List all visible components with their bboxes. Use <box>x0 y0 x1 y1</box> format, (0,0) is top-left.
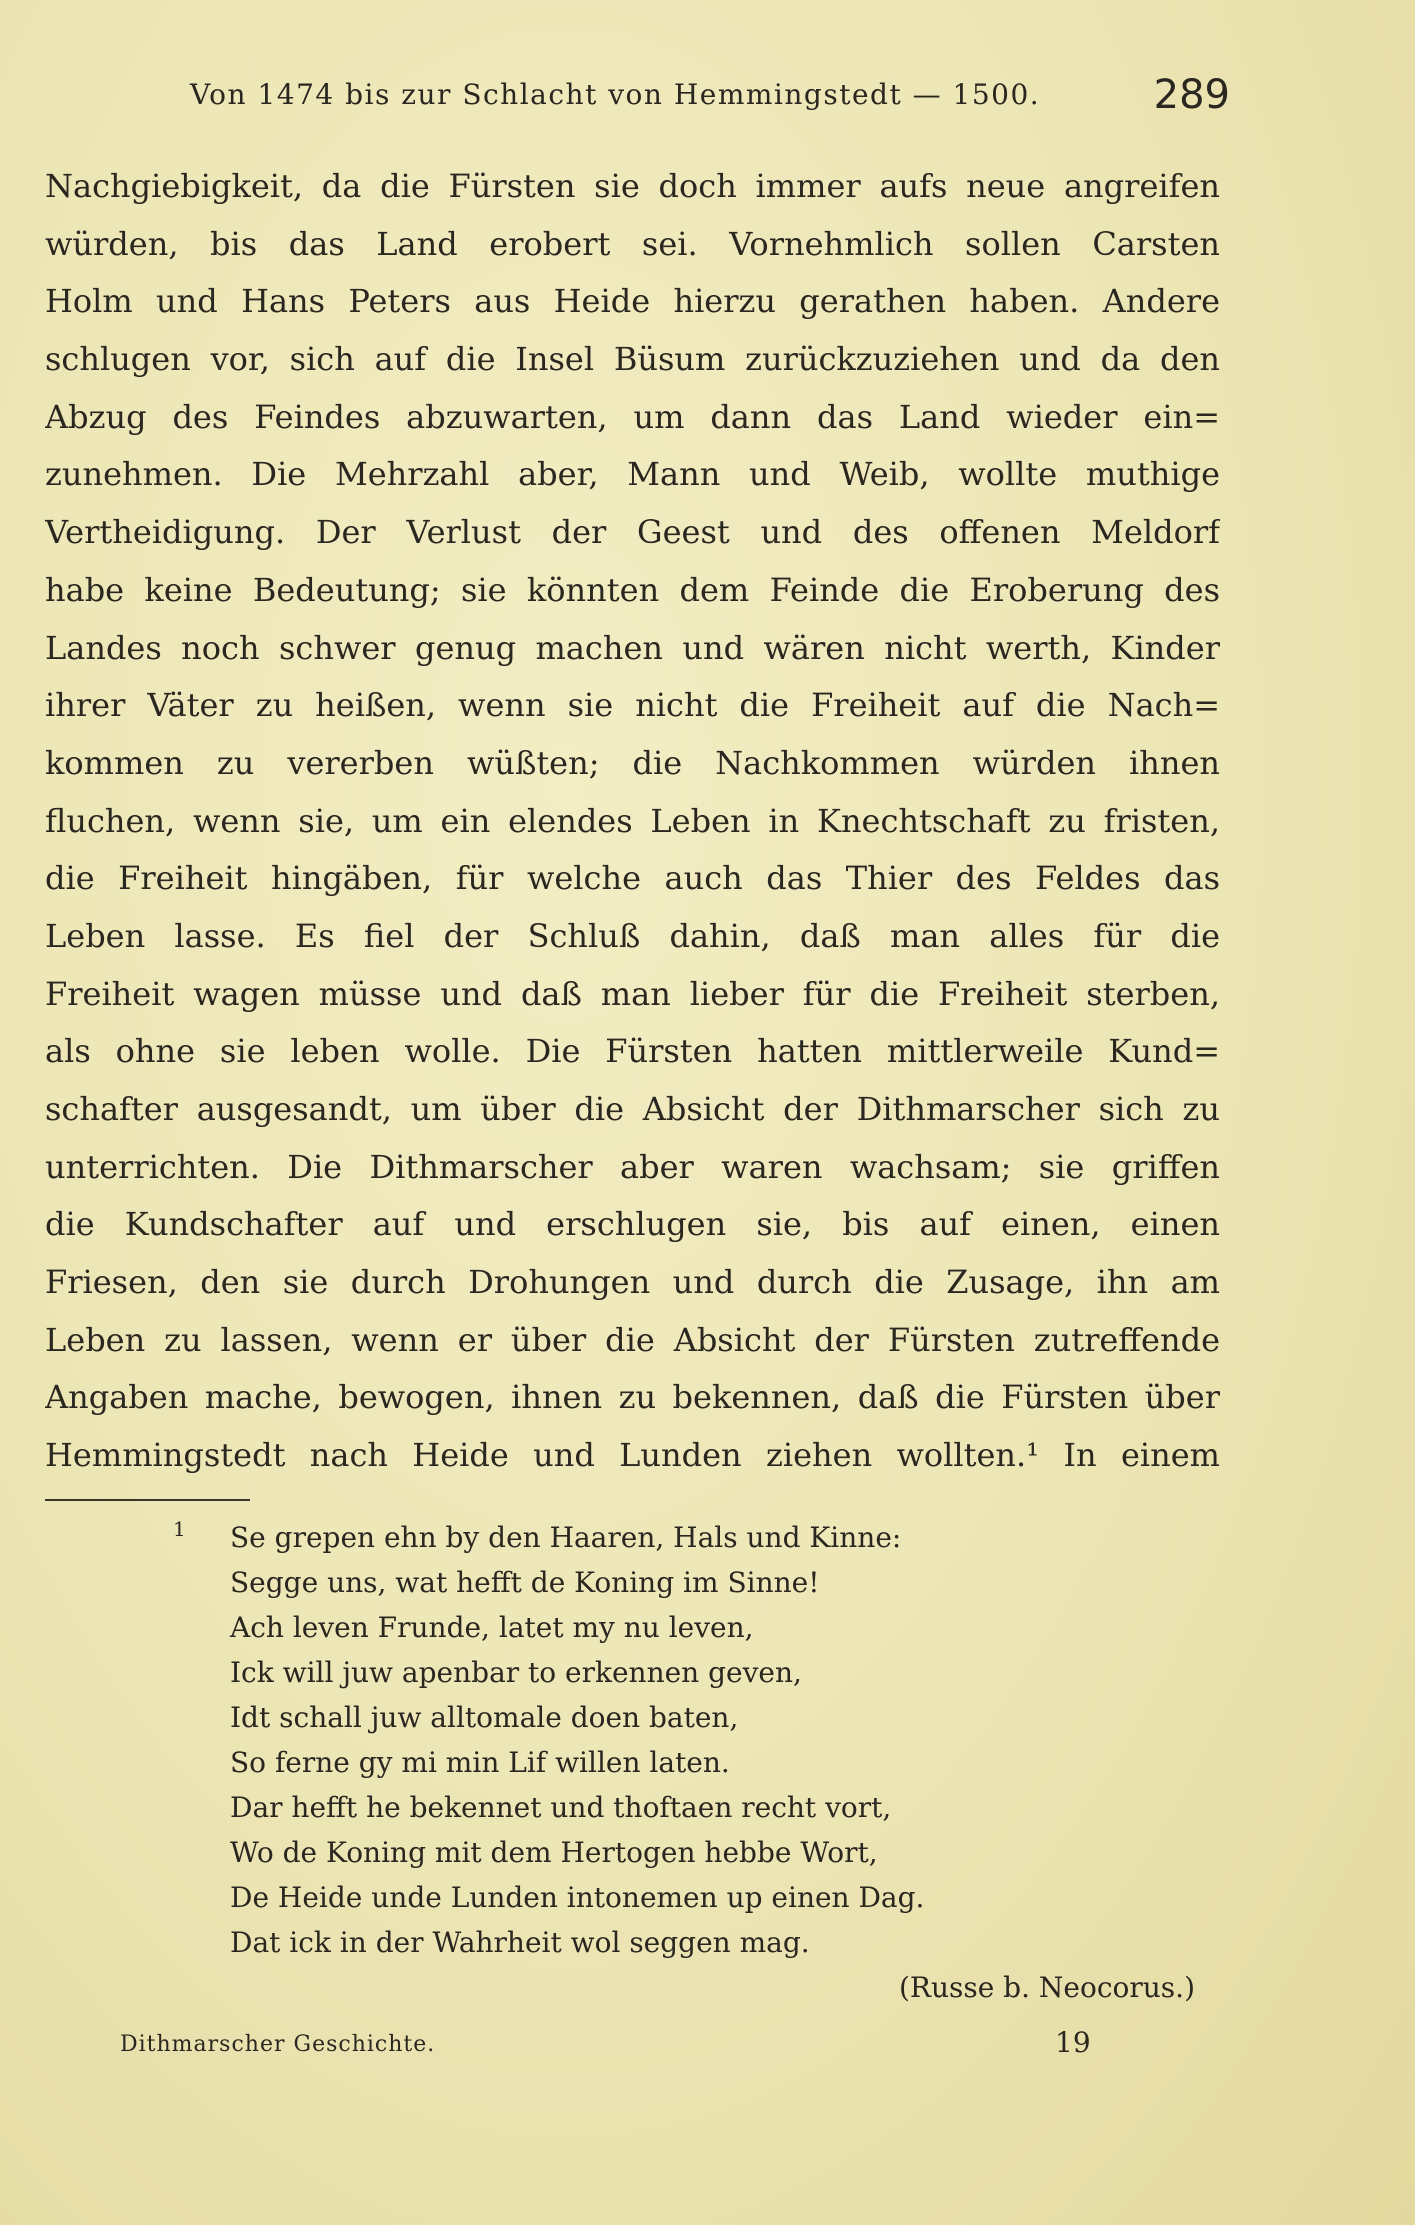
page-number: 289 <box>1153 72 1230 118</box>
footnote <box>173 1515 1235 2010</box>
sheet-number: 19 <box>1055 2026 1091 2059</box>
body-line: Hemmingstedt nach Heide und Lunden ziehen wollten.¹ In einem <box>45 1436 1220 1475</box>
body-line: Landes noch schwer genug machen und wären nicht werth, Kinder <box>45 628 1220 667</box>
footnote-line: Wo de Koning mit dem Hertogen hebbe Wort, <box>230 1836 878 1869</box>
body-line: Freiheit wagen müsse und daß man lieber für die Freiheit sterben, <box>45 974 1220 1013</box>
body-line: Holm und Hans Peters aus Heide hierzu gerathen haben. Andere <box>45 282 1220 321</box>
footnote-line: Segge uns, wat hefft de Koning im Sinne! <box>230 1566 820 1599</box>
body-line: Leben zu lassen, wenn er über die Absicht der Fürsten zutreffende <box>45 1320 1220 1359</box>
body-line: zunehmen. Die Mehrzahl aber, Mann und Weib, wollte muthige <box>45 455 1220 494</box>
running-head: Von 1474 bis zur Schlacht von Hemmingstedt — 1500. <box>190 78 1041 111</box>
body-line: schlugen vor, sich auf die Insel Büsum zurückzuziehen und da den <box>45 340 1220 379</box>
body-line: Vertheidigung. Der Verlust der Geest und des offenen Meldorf <box>45 513 1220 552</box>
body-line: als ohne sie leben wolle. Die Fürsten hatten mittlerweile Kund= <box>45 1032 1220 1071</box>
footnote-line: Dat ick in der Wahrheit wol seggen mag. <box>230 1926 810 1959</box>
body-text <box>45 158 1220 1485</box>
body-line: habe keine Bedeutung; sie könnten dem Feinde die Eroberung des <box>45 570 1220 609</box>
footnote-line: Dar hefft he bekennet und thoftaen recht vort, <box>230 1791 892 1824</box>
footnote-marker: 1 <box>173 1517 186 1541</box>
body-line: fluchen, wenn sie, um ein elendes Leben in Knechtschaft zu fristen, <box>45 801 1220 840</box>
body-line: würden, bis das Land erobert sei. Vornehmlich sollen Carsten <box>45 224 1220 263</box>
footnote-separator <box>45 1499 250 1501</box>
footnote-line: Ick will juw apenbar to erkennen geven, <box>230 1656 802 1689</box>
body-line: ihrer Väter zu heißen, wenn sie nicht die Freiheit auf die Nach= <box>45 686 1220 725</box>
page-header <box>190 72 1230 122</box>
signature-line: Dithmarscher Geschichte. <box>120 2032 436 2057</box>
body-line: Nachgiebigkeit, da die Fürsten sie doch immer aufs neue angreifen <box>45 167 1220 205</box>
footnote-line: Idt schall juw alltomale doen baten, <box>230 1701 739 1734</box>
body-line: Friesen, den sie durch Drohungen und durch die Zusage, ihn am <box>45 1263 1220 1302</box>
body-line: die Kundschafter auf und erschlugen sie, bis auf einen, einen <box>45 1205 1220 1244</box>
footnote-line: Ach leven Frunde, latet my nu leven, <box>230 1611 754 1644</box>
footnote-source: (Russe b. Neocorus.) <box>898 1971 1195 2004</box>
body-line: Angaben mache, bewogen, ihnen zu bekennen, daß die Fürsten über <box>45 1378 1220 1417</box>
body-line: Leben lasse. Es fiel der Schluß dahin, daß man alles für die <box>45 916 1220 955</box>
footnote-line: Se grepen ehn by den Haaren, Hals und Kinne: <box>230 1521 902 1554</box>
body-line: unterrichten. Die Dithmarscher aber waren wachsam; sie griffen <box>45 1147 1220 1186</box>
body-line: Abzug des Feindes abzuwarten, um dann das Land wieder ein= <box>45 397 1220 436</box>
body-line: die Freiheit hingäben, für welche auch das Thier des Feldes das <box>45 859 1220 898</box>
footnote-line: So ferne gy mi min Lif willen laten. <box>230 1746 730 1779</box>
body-line: kommen zu vererben wüßten; die Nachkommen würden ihnen <box>45 743 1220 782</box>
footnote-line: De Heide unde Lunden intonemen up einen Dag. <box>230 1881 925 1914</box>
body-line: schafter ausgesandt, um über die Absicht der Dithmarscher sich zu <box>45 1090 1220 1128</box>
